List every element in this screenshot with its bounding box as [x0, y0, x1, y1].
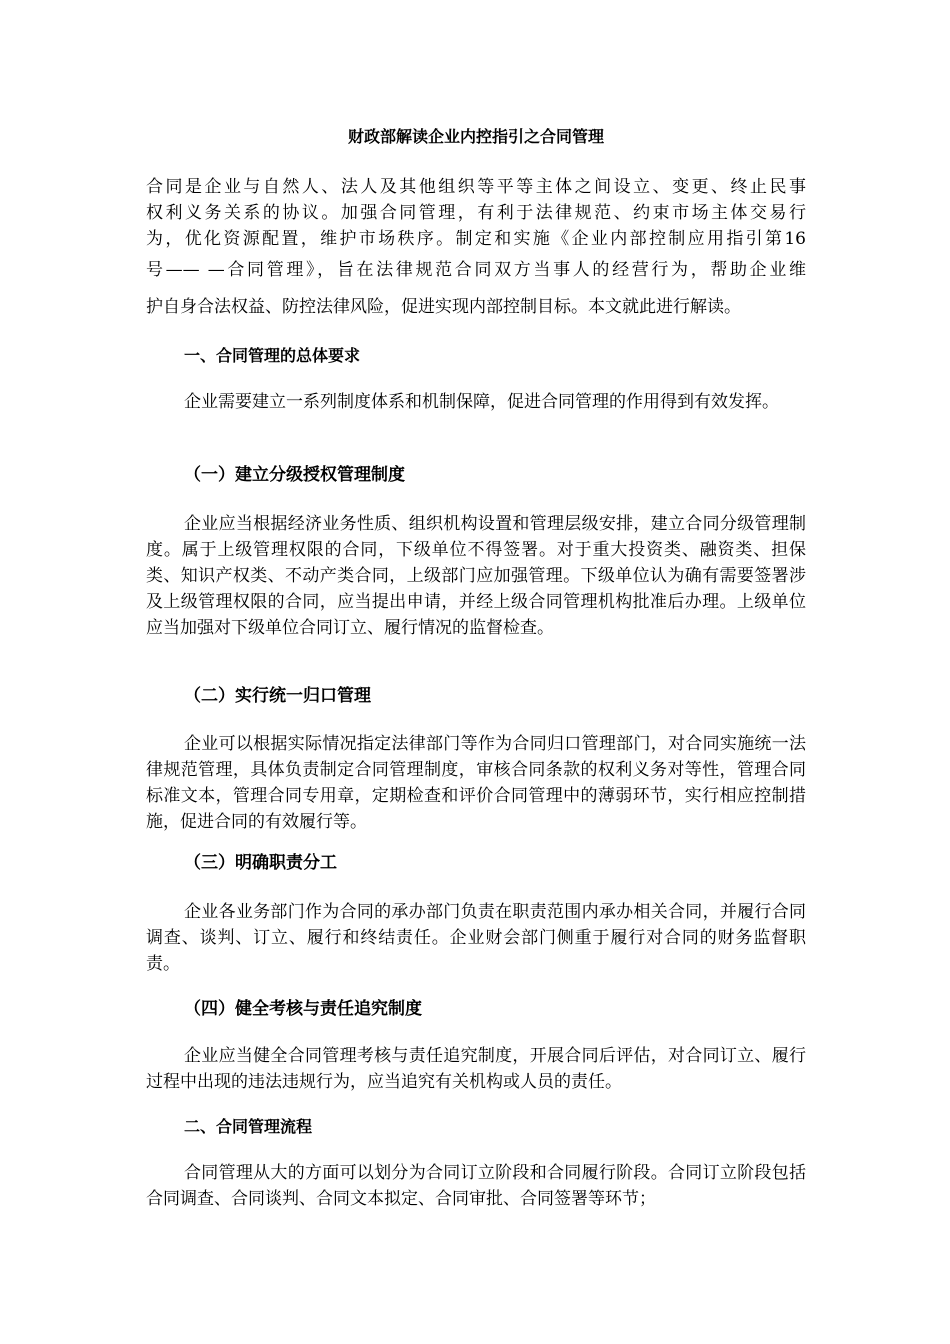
subsection-heading-1: （一）建立分级授权管理制度	[184, 465, 405, 485]
subsection-4-paragraph: 企业应当健全合同管理考核与责任追究制度，开展合同后评估，对合同订立、履行过程中出现的违法违规行为，应当追究有关机构或人员的责任。	[146, 1046, 806, 1092]
intro-line: 为，优化资源配置，维护市场秩序。制定和实施《企业内部控制应用指引第16	[146, 229, 806, 249]
subsection-3-paragraph: 企业各业务部门作为合同的承办部门负责在职责范围内承办相关合同，并履行合同调查、谈判、订立、履行和终结责任。企业财会部门侧重于履行对合同的财务监督职责。	[146, 902, 806, 974]
intro-paragraph	[146, 174, 806, 326]
intro-line: 合同是企业与自然人、法人及其他组织等平等主体之间设立、变更、终止民事	[146, 177, 806, 197]
subsection-heading-4: （四）健全考核与责任追究制度	[184, 999, 422, 1019]
section-1-paragraph: 企业需要建立一系列制度体系和机制保障，促进合同管理的作用得到有效发挥。	[184, 392, 779, 412]
subsection-1-paragraph: 企业应当根据经济业务性质、组织机构设置和管理层级安排，建立合同分级管理制度。属于上级管理权限的合同，下级单位不得签署。对于重大投资类、融资类、担保类、知识产权类、不动产类合同，上级部门应加强管理。下级单位认为确有需要签署涉及上级管理权限的合同，应当提出申请，并经上级合同管理机构批准后办理。上级单位应当加强对下级单位合同订立、履行情况的监督检查。	[146, 514, 806, 638]
document-title: 财政部解读企业内控指引之合同管理	[347, 127, 604, 146]
subsection-2-paragraph: 企业可以根据实际情况指定法律部门等作为合同归口管理部门，对合同实施统一法律规范管理，具体负责制定合同管理制度，审核合同条款的权利义务对等性，管理合同标准文本，管理合同专用章，定期检查和评价合同管理中的薄弱环节，实行相应控制措施，促进合同的有效履行等。	[146, 734, 806, 832]
section-heading-2: 二、合同管理流程	[184, 1117, 313, 1136]
section-heading-1: 一、合同管理的总体要求	[184, 346, 361, 365]
intro-line: 护自身合法权益、防控法律风险，促进实现内部控制目标。本文就此进行解读。	[146, 297, 741, 317]
intro-line: 号—— —合同管理》，旨在法律规范合同双方当事人的经营行为，帮助企业维	[146, 260, 806, 280]
subsection-heading-2: （二）实行统一归口管理	[184, 686, 371, 706]
section-2-paragraph: 合同管理从大的方面可以划分为合同订立阶段和合同履行阶段。合同订立阶段包括合同调查、合同谈判、合同文本拟定、合同审批、合同签署等环节；	[146, 1163, 806, 1209]
intro-line: 权利义务关系的协议。加强合同管理，有利于法律规范、约束市场主体交易行	[146, 203, 806, 223]
subsection-heading-3: （三）明确职责分工	[184, 853, 337, 873]
